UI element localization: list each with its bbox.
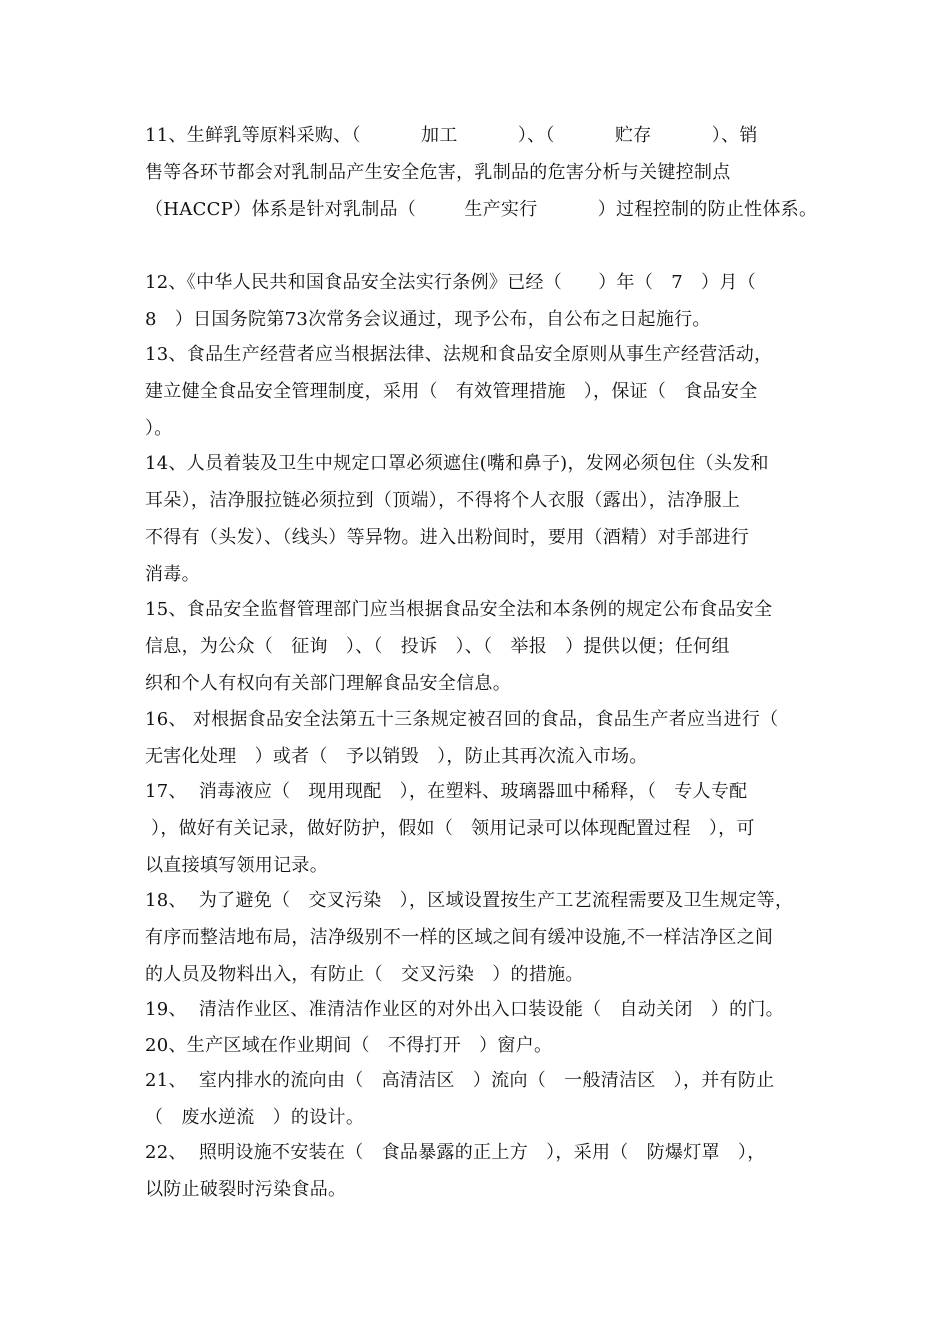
q17-line-1: 17、 消毒液应（ 现用现配 ），在塑料、玻璃器皿中稀释，（ 专人专配: [145, 781, 748, 802]
q11-line-2: 售等各环节都会对乳制品产生安全危害，乳制品的危害分析与关键控制点: [145, 162, 731, 183]
q18-line-2: 有序而整洁地布局，洁净级别不一样的区域之间有缓冲设施,不一样洁净区之间: [145, 927, 774, 948]
q14-line-3: 不得有（头发）、（线头）等异物。进入出粉间时，要用（酒精）对手部进行: [145, 527, 750, 548]
q13-line-2: 建立健全食品安全管理制度，采用（ 有效管理措施 ），保证（ 食品安全: [145, 381, 758, 402]
q17-line-3: 以直接填写领用记录。: [145, 855, 328, 876]
q17-line-2: ），做好有关记录，做好防护，假如（ 领用记录可以体现配置过程 ），可: [145, 818, 755, 839]
q15-line-3: 织和个人有权向有关部门理解食品安全信息。: [145, 673, 511, 694]
q18-line-3: 的人员及物料出入，有防止（ 交叉污染 ）的措施。: [145, 964, 584, 985]
q21-line-2: （ 废水逆流 ）的设计。: [145, 1107, 365, 1128]
q22-line-2: 以防止破裂时污染食品。: [145, 1179, 347, 1200]
q15-line-2: 信息，为公众（ 征询 ）、（ 投诉 ）、（ 举报 ）提供以便；任何组: [145, 636, 730, 657]
q14-line-4: 消毒。: [145, 564, 200, 585]
q19-line: 19、 清洁作业区、准清洁作业区的对外出入口装设能（ 自动关闭 ）的门。: [145, 999, 784, 1020]
q13-line-3: ）。: [145, 418, 173, 439]
q16-line-2: 无害化处理 ）或者（ 予以销毁 ），防止其再次流入市场。: [145, 746, 648, 767]
q11-line-3: （HACCP）体系是针对乳制品（ 生产实行 ）过程控制的防止性体系。: [145, 199, 818, 220]
q12-line-2: 8 ）日国务院第73次常务会议通过，现予公布，自公布之日起施行。: [145, 309, 711, 330]
q11-line-1: 11、生鲜乳等原料采购、（ 加工 ）、（ 贮存 ）、销: [145, 125, 758, 146]
q18-line-1: 18、 为了避免（ 交叉污染 ），区域设置按生产工艺流程需要及卫生规定等，: [145, 890, 794, 911]
q14-line-1: 14、人员着装及卫生中规定口罩必须遮住(嘴和鼻子)，发网必须包住（头发和: [145, 453, 769, 474]
q21-line-1: 21、 室内排水的流向由（ 高清洁区 ）流向（ 一般清洁区 ），并有防止: [145, 1070, 775, 1091]
q16-line-1: 16、 对根据食品安全法第五十三条规定被召回的食品，食品生产者应当进行（: [145, 709, 779, 730]
q12-line-1: 12、《中华人民共和国食品安全法实行条例》已经（ ）年（ 7 ）月（: [145, 272, 756, 293]
q13-line-1: 13、食品生产经营者应当根据法律、法规和食品安全原则从事生产经营活动，: [145, 344, 773, 365]
q14-line-2: 耳朵），洁净服拉链必须拉到（顶端），不得将个人衣服（露出），洁净服上: [145, 490, 741, 511]
q15-line-1: 15、食品安全监督管理部门应当根据食品安全法和本条例的规定公布食品安全: [145, 599, 773, 620]
q20-line: 20、生产区域在作业期间（ 不得打开 ）窗户。: [145, 1035, 553, 1056]
q22-line-1: 22、 照明设施不安装在（ 食品暴露的正上方 ），采用（ 防爆灯罩 ），: [145, 1142, 766, 1163]
